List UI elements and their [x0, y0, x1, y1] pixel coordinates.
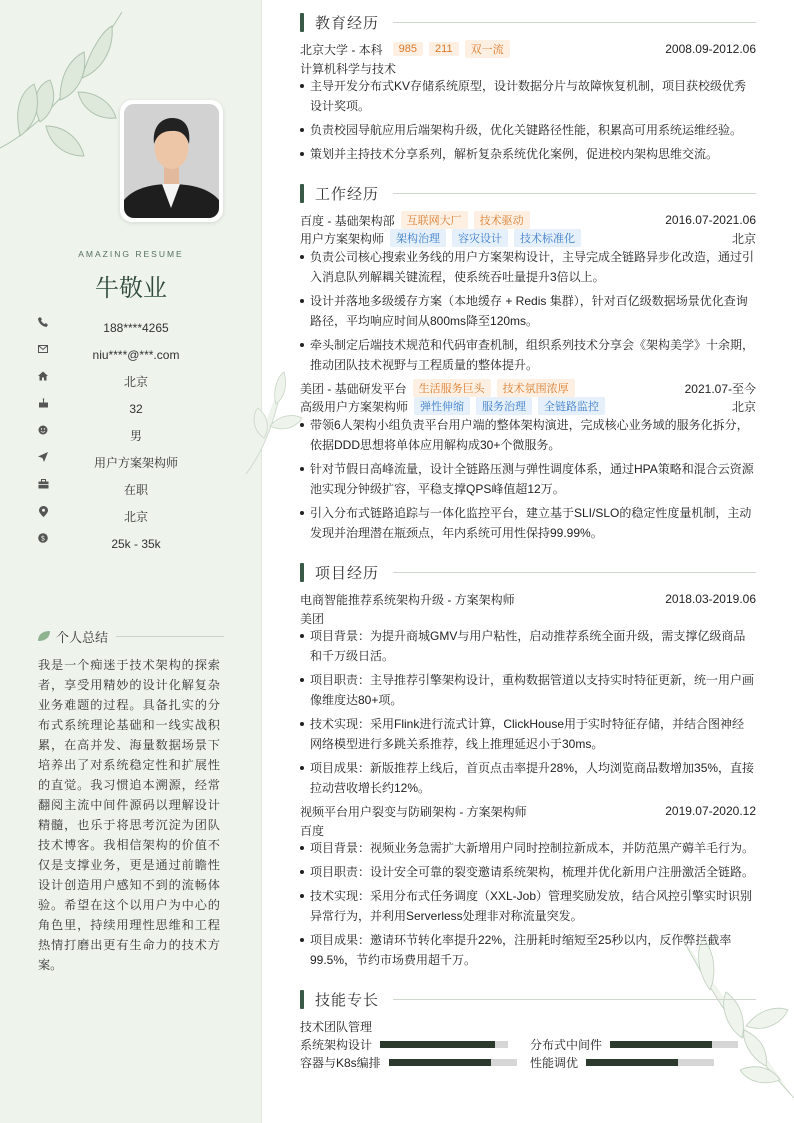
role-tag: 服务治理 — [476, 397, 532, 415]
list-item: 牵头制定后端技术规范和代码审查机制，组织系列技术分享会《架构美学》十余期，推动团队技术视野与工程质量的整体提升。 — [300, 335, 756, 375]
job-company: 百度 - 基础架构部 — [300, 213, 395, 228]
skill-item — [530, 1035, 738, 1053]
project-title-row — [300, 590, 756, 608]
skill-item — [530, 1053, 714, 1071]
section-skills-header — [300, 989, 756, 1009]
info-target-position: 用户方案架构师 — [93, 456, 178, 470]
job-period: 2021.07-至今 — [684, 381, 756, 396]
list-item: 策划并主持技术分享系列，解析复杂系统优化案例，促进校内架构思维交流。 — [300, 144, 756, 164]
job-company-row — [300, 379, 756, 397]
project-org: 美团 — [300, 612, 325, 626]
briefcase-icon — [36, 477, 50, 491]
education-tag: 211 — [429, 42, 459, 56]
section-projects-header — [300, 562, 756, 582]
info-expected-salary: 25k - 35k — [111, 536, 161, 551]
list-item: 项目成果：新版推荐上线后，首页点击率提升28%，人均浏览商品数增加35%，直接拉动营收增长约12%。 — [300, 758, 756, 798]
job-company: 美团 - 基础研发平台 — [300, 381, 407, 396]
job-period: 2016.07-2021.06 — [665, 213, 756, 227]
skill-name: 性能调优 — [530, 1055, 579, 1070]
resume-tagline: AMAZING RESUME — [78, 249, 184, 259]
summary-heading — [38, 627, 224, 646]
job-role: 用户方案架构师 — [300, 231, 385, 246]
project-period: 2019.07-2020.12 — [665, 804, 756, 818]
skill-bar — [380, 1041, 508, 1048]
summary-divider — [116, 636, 224, 637]
info-row-phone — [36, 314, 236, 341]
info-row-position — [36, 449, 236, 476]
list-item: 项目背景：为提升商城GMV与用户粘性，启动推荐系统全面升级，需支撑亿级商品和千万级日活。 — [300, 626, 756, 666]
education-school-row — [300, 40, 756, 58]
list-item: 带领6人架构小组负责平台用户端的整体架构演进，完成核心业务域的服务化拆分，依据DDD思想将单体应用解构成30+个微服务。 — [300, 415, 756, 455]
phone-icon — [36, 315, 50, 329]
info-row-salary — [36, 530, 236, 557]
role-tag: 全链路监控 — [538, 397, 605, 415]
list-item: 项目职责：主导推荐引擎架构设计，重构数据管道以支持实时特征更新，统一用户画像维度达80+项。 — [300, 670, 756, 710]
info-row-home — [36, 368, 236, 395]
contact-info-list — [36, 314, 236, 557]
section-divider — [393, 572, 756, 573]
project-period: 2018.03-2019.06 — [665, 592, 756, 606]
skills-heading: 技术团队管理 — [300, 1020, 373, 1034]
skill-bar — [586, 1059, 714, 1066]
project-title-row — [300, 802, 756, 820]
info-row-email — [36, 341, 236, 368]
summary-text: 我是一个痴迷于技术架构的探索者，享受用精妙的设计化解复杂业务难题的过程。具备扎实的分布式系统理论基础和一线实战积累，在高并发、海量数据场景下培养出了对系统稳定性和扩展性的直觉。我习惯追本溯源，经常翻阅主流中间件源码以理解设计精髓，也乐于将思考沉淀为团队技术博客。我相信架构的价值不仅是支撑业务，更是通过前瞻性设计创造用户感知不到的流畅体验。希望在这个以用户为中心的角色里，持续用理性思维和工程热情打磨出更有生命力的技术方案。 — [38, 658, 220, 972]
list-item: 设计并落地多级缓存方案（本地缓存 + Redis 集群），针对百亿级数据场景优化查询路径，平均响应时间从800ms降至120ms。 — [300, 291, 756, 331]
svg-text:$: $ — [40, 534, 46, 543]
section-marker — [300, 13, 304, 32]
section-title-work: 工作经历 — [315, 185, 380, 203]
list-item: 针对节假日高峰流量，设计全链路压测与弹性调度体系，通过HPA策略和混合云资源池实现分钟级扩容，平稳支撑QPS峰值超12万。 — [300, 459, 756, 499]
skill-item — [300, 1035, 508, 1053]
skill-name: 系统架构设计 — [300, 1037, 373, 1052]
project-org: 百度 — [300, 824, 325, 838]
list-item: 技术实现：采用分布式任务调度（XXL-Job）管理奖励发放，结合风控引擎实时识别异常行为，并利用Serverless处理非对称流量突发。 — [300, 886, 756, 926]
skill-name: 分布式中间件 — [530, 1037, 603, 1052]
section-divider — [393, 193, 756, 194]
project-bullets — [300, 838, 756, 974]
section-education-header — [300, 12, 756, 32]
company-tag: 技术驱动 — [474, 211, 530, 229]
info-row-age — [36, 395, 236, 422]
section-marker — [300, 184, 304, 203]
sidebar — [0, 0, 262, 1123]
list-item: 项目背景：视频业务急需扩大新增用户同时控制拉新成本，并防范黑产薅羊毛行为。 — [300, 838, 756, 858]
leaf-decoration-icon — [244, 370, 304, 480]
home-icon — [36, 369, 50, 383]
project-name: 电商智能推荐系统架构升级 - 方案架构师 — [300, 592, 515, 607]
role-tag: 容灾设计 — [452, 229, 508, 247]
send-icon — [36, 450, 50, 464]
education-period: 2008.09-2012.06 — [665, 42, 756, 56]
education-tag: 双一流 — [465, 40, 510, 58]
gender-icon — [36, 423, 50, 437]
skill-bar — [389, 1059, 517, 1066]
job-role-row — [300, 229, 756, 247]
info-row-status — [36, 476, 236, 503]
candidate-name: 牛敬业 — [95, 274, 167, 302]
section-divider — [393, 999, 756, 1000]
job-bullets — [300, 415, 756, 547]
info-work-city: 北京 — [123, 510, 148, 524]
skill-bar — [610, 1041, 738, 1048]
company-tag: 生活服务巨头 — [413, 379, 491, 397]
role-tag: 弹性伸缩 — [414, 397, 470, 415]
salary-icon — [36, 531, 50, 545]
education-major: 计算机科学与技术 — [300, 62, 397, 76]
company-tag: 技术氛围浓厚 — [497, 379, 575, 397]
info-hometown: 北京 — [123, 375, 148, 389]
skill-bar-fill — [380, 1041, 495, 1048]
section-title-projects: 项目经历 — [315, 564, 380, 582]
section-title-education: 教育经历 — [315, 14, 380, 32]
info-age: 32 — [129, 401, 143, 416]
job-role-row — [300, 397, 756, 415]
info-row-gender — [36, 422, 236, 449]
mail-icon — [36, 342, 50, 356]
job-role: 高级用户方案架构师 — [300, 399, 409, 414]
skill-bar-fill — [610, 1041, 712, 1048]
summary-title: 个人总结 — [56, 630, 109, 645]
project-bullets — [300, 626, 756, 802]
list-item: 负责校园导航应用后端架构升级，优化关键路径性能，积累高可用系统运维经验。 — [300, 120, 756, 140]
section-marker — [300, 563, 304, 582]
info-email: niu****@***.com — [92, 347, 180, 362]
role-tag: 架构治理 — [390, 229, 446, 247]
section-divider — [393, 22, 756, 23]
list-item: 项目职责：设计安全可靠的裂变邀请系统架构，梳理并优化新用户注册激活全链路。 — [300, 862, 756, 882]
skill-bar-fill — [389, 1059, 491, 1066]
avatar — [124, 104, 219, 218]
skill-item — [300, 1053, 517, 1071]
info-row-location — [36, 503, 236, 530]
job-bullets — [300, 247, 756, 379]
section-marker — [300, 990, 304, 1009]
profile-photo-frame — [120, 100, 223, 222]
education-tag: 985 — [393, 42, 423, 56]
education-school: 北京大学 - 本科 — [300, 42, 383, 57]
education-bullets — [300, 76, 756, 168]
list-item: 项目成果：邀请环节转化率提升22%，注册耗时缩短至25秒以内，反作弊拦截率99.5%，节约市场费用超千万。 — [300, 930, 756, 970]
info-phone: 188****4265 — [103, 320, 169, 335]
company-tag: 互联网大厂 — [401, 211, 468, 229]
list-item: 主导开发分布式KV存储系统原型，设计数据分片与故障恢复机制，项目获校级优秀设计奖项。 — [300, 76, 756, 116]
cake-icon — [36, 396, 50, 410]
location-pin-icon — [36, 504, 50, 518]
list-item: 负责公司核心搜索业务线的用户方案架构设计，主导完成全链路异步化改造，通过引入消息队列解耦关键流程，使系统吞吐量提升3倍以上。 — [300, 247, 756, 287]
job-company-row — [300, 211, 756, 229]
skill-name: 容器与K8s编排 — [300, 1055, 381, 1070]
list-item: 引入分布式链路追踪与一体化监控平台，建立基于SLI/SLO的稳定性度量机制，主动发现并治理潜在瓶颈点，年内系统可用性保持99.99%。 — [300, 503, 756, 543]
person-portrait-icon — [124, 104, 219, 218]
job-city: 北京 — [731, 231, 756, 246]
info-gender: 男 — [129, 429, 142, 443]
section-work-header — [300, 183, 756, 203]
job-city: 北京 — [731, 399, 756, 414]
section-title-skills: 技能专长 — [315, 991, 380, 1009]
skill-bar-fill — [586, 1059, 678, 1066]
project-name: 视频平台用户裂变与防刷架构 - 方案架构师 — [300, 804, 527, 819]
list-item: 技术实现：采用Flink进行流式计算，ClickHouse用于实时特征存储，并结合图神经网络模型进行多跳关系推荐，线上推理延迟小于30ms。 — [300, 714, 756, 754]
info-job-status: 在职 — [123, 483, 148, 497]
leaf-icon — [38, 630, 50, 644]
role-tag: 技术标准化 — [514, 229, 581, 247]
